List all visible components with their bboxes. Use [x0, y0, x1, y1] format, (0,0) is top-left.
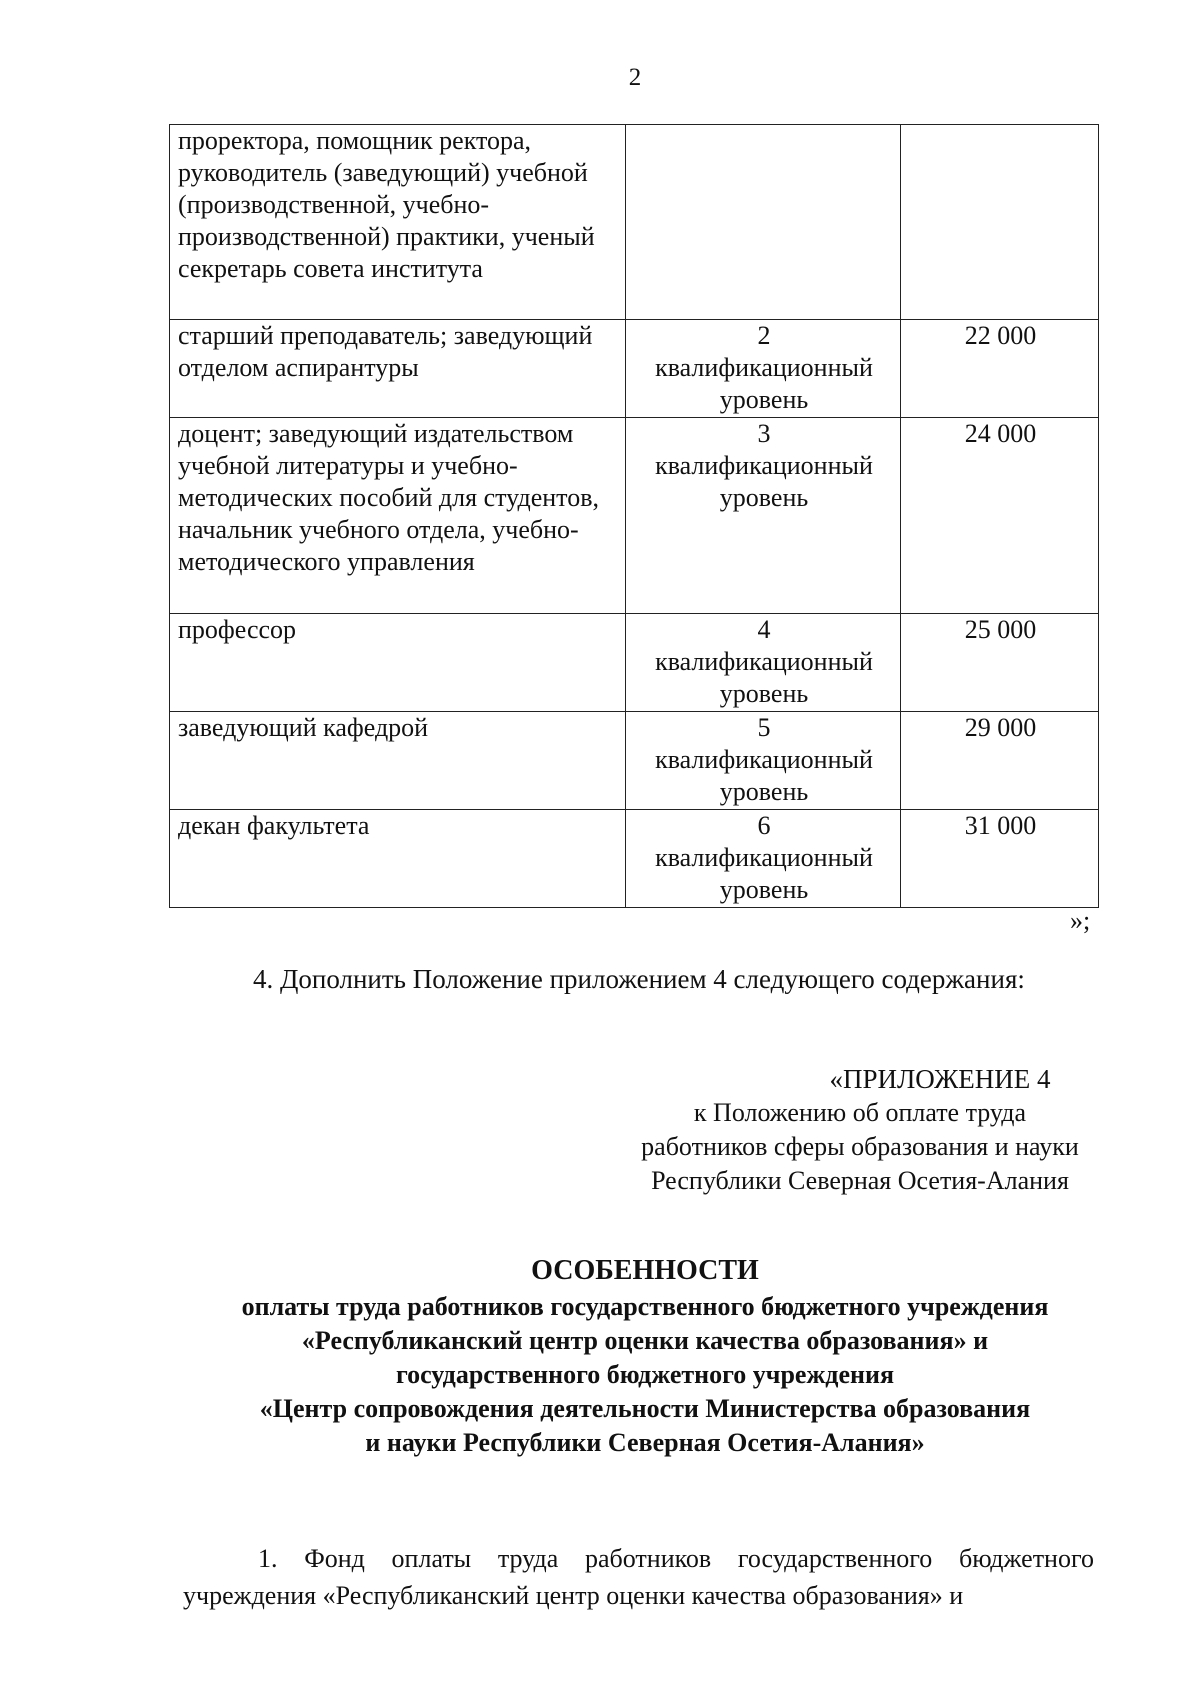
qualification-level-cell — [626, 418, 901, 614]
title-line: оплаты труда работников государственного бюджетного учреждения — [241, 1292, 1049, 1321]
title-line: «Республиканский центр оценки качества образования» и — [301, 1326, 989, 1355]
qualification-level-cell — [626, 125, 901, 320]
title-line: «Центр сопровождения деятельности Министерства образования — [259, 1394, 1031, 1423]
position-cell: старший преподаватель; заведующий отделом аспирантуры — [170, 320, 626, 418]
table-row — [170, 712, 1099, 810]
level-word: квалификационный — [655, 353, 873, 382]
level-word: квалификационный — [655, 647, 873, 676]
position-cell: проректора, помощник ректора, руководитель (заведующий) учебной (производственной, учебно-производственной) практики, ученый секретарь совета института — [170, 125, 626, 320]
salary-cell: 22 000 — [901, 320, 1099, 418]
salary-cell: 24 000 — [901, 418, 1099, 614]
item-4-text: 4. Дополнить Положение приложением 4 следующего содержания: — [253, 964, 1025, 994]
table-row — [170, 810, 1099, 908]
qualification-level-cell — [626, 712, 901, 810]
title-line: государственного бюджетного учреждения — [395, 1360, 895, 1389]
level-number: 5 — [757, 713, 771, 742]
positions-salary-table — [169, 124, 1099, 908]
qualification-level-cell — [626, 614, 901, 712]
table-row — [170, 418, 1099, 614]
level-unit: уровень — [719, 875, 809, 904]
level-word: квалификационный — [655, 745, 873, 774]
salary-cell — [901, 125, 1099, 320]
page-number: 2 — [628, 64, 642, 91]
position-cell: заведующий кафедрой — [170, 712, 626, 810]
title-main: ОСОБЕННОСТИ — [531, 1255, 759, 1286]
table-row — [170, 125, 1099, 320]
table-row — [170, 614, 1099, 712]
level-unit: уровень — [719, 679, 809, 708]
document-title — [140, 1254, 1150, 1460]
appendix-title: «ПРИЛОЖЕНИЕ 4 — [829, 1064, 1051, 1094]
salary-cell: 25 000 — [901, 614, 1099, 712]
position-cell: профессор — [170, 614, 626, 712]
level-unit: уровень — [719, 385, 809, 414]
level-word: квалификационный — [655, 843, 873, 872]
level-word: квалификационный — [655, 451, 873, 480]
position-cell: декан факультета — [170, 810, 626, 908]
level-number: 4 — [757, 615, 771, 644]
level-number: 6 — [757, 811, 771, 840]
appendix-line: к Положению об оплате труда — [693, 1098, 1027, 1127]
appendix-line: Республики Северная Осетия-Алания — [651, 1166, 1069, 1195]
level-number: 2 — [757, 321, 771, 350]
closing-quote-mark: »; — [1070, 906, 1091, 935]
title-line: и науки Республики Северная Осетия-Алания» — [365, 1428, 925, 1457]
position-cell: доцент; заведующий издательством учебной литературы и учебно-методических пособий для студентов, начальник учебного отдела, учебно-методического управления — [170, 418, 626, 614]
level-unit: уровень — [719, 483, 809, 512]
table-row — [170, 320, 1099, 418]
salary-cell: 29 000 — [901, 712, 1099, 810]
appendix-line: работников сферы образования и науки — [641, 1132, 1079, 1161]
qualification-level-cell — [626, 810, 901, 908]
paragraph-1: 1. Фонд оплаты труда работников государственного бюджетного учреждения «Республиканский центр оценки качества образования» и — [183, 1544, 1094, 1610]
qualification-level-cell — [626, 320, 901, 418]
appendix-header — [600, 1062, 1120, 1198]
salary-cell: 31 000 — [901, 810, 1099, 908]
level-unit: уровень — [719, 777, 809, 806]
level-number: 3 — [757, 419, 771, 448]
